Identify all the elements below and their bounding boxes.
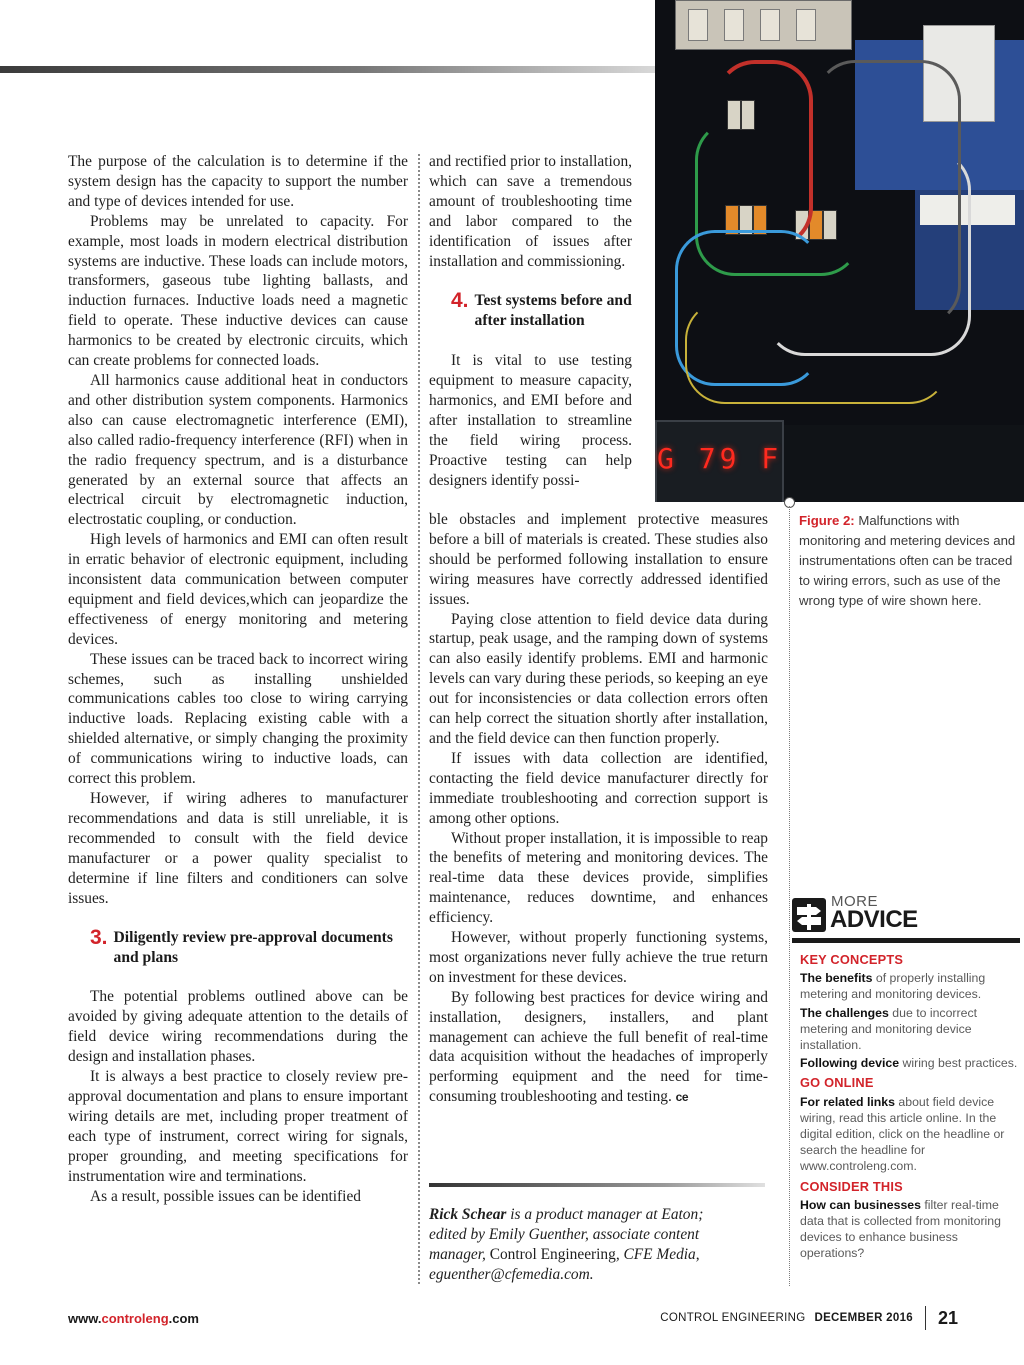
paragraph: Without proper installation, it is impossible to reap the benefits of metering and monitoring devices. The real-time data these devices provide, simplifies maintenance, reduces downtime, and enhances efficiency.	[429, 829, 768, 927]
article-middle-column-bottom	[429, 510, 768, 1108]
paragraph-text: By following best practices for device wiring and installation, designers, installers, and plant management can achieve the full benefit of real-time data acquisition without the headaches of improperly performing equipment and the need for time-consuming troubleshooting and testing.	[429, 988, 768, 1106]
sidebar-item	[800, 970, 1018, 1002]
sidebar-item	[800, 1094, 1018, 1175]
page-number: 21	[937, 1307, 958, 1328]
section-4-heading	[451, 291, 632, 331]
header-rule	[0, 66, 655, 73]
footer-folio	[660, 1306, 958, 1330]
key-concepts-heading: KEY CONCEPTS	[800, 952, 904, 967]
figure-caption	[799, 511, 1017, 611]
sidebar-item-lead: For related links	[800, 1094, 895, 1109]
sidebar-item-lead: How can businesses	[800, 1197, 921, 1212]
breaker-block	[675, 0, 852, 50]
sidebar-item	[800, 1197, 1018, 1262]
more-advice-sidebar	[800, 948, 1018, 1262]
paragraph: High levels of harmonics and EMI can often result in erratic behavior of electronic equipment, including inconsistent data communication between computer equipment and field devices,which can jeopardize the effectiveness of energy monitoring and metering devices.	[68, 531, 408, 648]
footer-publication: CONTROL ENGINEERING	[660, 1312, 806, 1324]
url-suffix: .com	[168, 1311, 199, 1326]
sidebar-item	[800, 1055, 1018, 1071]
paragraph: However, if wiring adheres to manufacturer recommendations and data is still unreliable, it is recommended to consult with the field device manufacturer or a power quality specialist to determine if line filters and conditioners can solve issues.	[68, 790, 408, 907]
author-bio-text: is a product manager at Eaton; edited by Emily Guenther, associate content manager,	[429, 1206, 704, 1263]
footer-separator	[925, 1306, 926, 1330]
paragraph: Problems may be unrelated to capacity. For example, most loads in modern electrical distribution systems are inductive. These loads can include motors, transformers, gaseous tube lighting ballasts, and induction furnaces. Inductive loads need a magnetic field to operate. These inductive devices can cause harmonics to be created by electronic circuits, which can create problems for connected loads.	[68, 212, 408, 370]
footer-url[interactable]	[68, 1311, 199, 1326]
author-name: Rick Schear	[429, 1206, 507, 1223]
more-label: MORE	[831, 893, 878, 910]
section-title: Test systems before and after installation	[474, 292, 632, 330]
end-mark: ce	[675, 1090, 689, 1105]
url-accent: controleng	[101, 1311, 169, 1326]
sidebar-item-text: filter real-time data that is collected from monitoring devices to enhance business operations?	[800, 1197, 1001, 1261]
section-title: Diligently review pre-approval documents and plans	[113, 929, 393, 967]
paragraph: It is always a best practice to closely review pre-approval documentation and plans to ensure important wiring details are met, including proper treatment of each type of instrument, correct wiring for signals, proper grounding, and meeting specifications for instrumentation wire and terminations.	[68, 1068, 408, 1185]
sidebar-item	[800, 1005, 1018, 1054]
paragraph: The potential problems outlined above can be avoided by giving adequate attention to the details of field device wiring recommendations during the design and installation phases.	[68, 988, 408, 1066]
sidebar-item-text: due to incorrect metering and monitoring device installation.	[800, 1005, 978, 1053]
article-middle-column-top	[429, 152, 632, 491]
paragraph: and rectified prior to installation, which can save a tremendous amount of troubleshooting time and labor compared to the identification of issues after installation and commissioning.	[429, 153, 633, 270]
figure-2-photo	[655, 0, 1024, 502]
author-bio-text: , CFE Media, eguenther@cfemedia.com.	[429, 1246, 700, 1283]
signpost-icon	[792, 898, 826, 932]
paragraph: The purpose of the calculation is to determine if the system design has the capacity to support the number and type of devices intended for use.	[68, 153, 408, 210]
paragraph	[429, 988, 768, 1108]
url-prefix: www.	[68, 1311, 102, 1326]
paragraph: It is vital to use testing equipment to measure capacity, harmonics, and EMI before and after installation to streamline the field wiring process. Proactive testing can help designers identify possi-	[429, 352, 632, 489]
section-3-heading	[90, 928, 408, 968]
paragraph: All harmonics cause additional heat in conductors and other distribution system components. Harmonics also can cause electromagnetic interference (EMI), also called radio-frequency interference (RFI) when in the radio frequency spectrum, and is a disturbance generated by an external source that affects an electrical circuit by electromagnetic induction, electrostatic coupling, or conduction.	[68, 371, 408, 529]
sidebar-item-text: about field device wiring, read this article online. In the digital edition, click on the headline or search the headline for www.controleng.com.	[800, 1094, 1005, 1174]
sidebar-item-text: wiring best practices.	[899, 1056, 1018, 1071]
wire	[685, 300, 949, 404]
consider-this-heading: CONSIDER THIS	[800, 1178, 903, 1194]
meter-readout: G 79 F	[657, 442, 783, 475]
section-number: 3.	[90, 926, 108, 950]
publication-name: Control Engineering	[489, 1246, 616, 1263]
footer-issue: DECEMBER 2016	[814, 1312, 913, 1324]
paragraph: However, without properly functioning systems, most organizations never fully achieve the true return on investment for these devices.	[429, 929, 768, 986]
sidebar-item-lead: The challenges	[800, 1005, 889, 1020]
more-advice-header	[790, 892, 1020, 934]
wire	[815, 60, 961, 326]
column-divider	[418, 154, 420, 1284]
sidebar-item-lead: The benefits	[800, 971, 873, 986]
author-bio	[429, 1205, 739, 1285]
advice-label: ADVICE	[830, 906, 918, 933]
paragraph: Paying close attention to field device data during startup, peak usage, and the ramping down of systems can also easily identify problems. EMI and harmonic levels can vary during these periods, so keeping an eye out for inconsistencies or data collection errors often can help correct the situation shortly after installation, and the field device can then function properly.	[429, 610, 768, 747]
go-online-heading: GO ONLINE	[800, 1075, 874, 1091]
sidebar-rule	[792, 938, 1020, 943]
paragraph: These issues can be traced back to incorrect wiring schemes, such as installing unshielded communications cables too close to wiring carrying inductive loads. Replacing existing cable with a shielded alternative, or simply changing the proximity of communications wiring to inductive loads, can correct this problem.	[68, 650, 408, 788]
figure-caption-text: Malfunctions with monitoring and metering devices and instrumentations often can be traced to wiring errors, such as use of the wrong type of wire shown here.	[799, 513, 1016, 608]
article-left-column	[68, 152, 408, 1206]
paragraph: ble obstacles and implement protective measures before a bill of materials is created. These studies also should be performed following installation to ensure wiring measures have correctly addressed identified issues.	[429, 511, 768, 608]
sidebar-item-text: of properly installing metering and monitoring devices.	[800, 971, 986, 1002]
section-number: 4.	[451, 289, 469, 313]
paragraph: As a result, possible issues can be identified	[90, 1187, 361, 1205]
sidebar-item-lead: Following device	[800, 1056, 900, 1071]
author-rule	[429, 1183, 765, 1187]
paragraph: If issues with data collection are identified, contacting the field device manufacturer directly for immediate troubleshooting and correction support is among other options.	[429, 749, 768, 827]
figure-label: Figure 2:	[799, 513, 855, 528]
